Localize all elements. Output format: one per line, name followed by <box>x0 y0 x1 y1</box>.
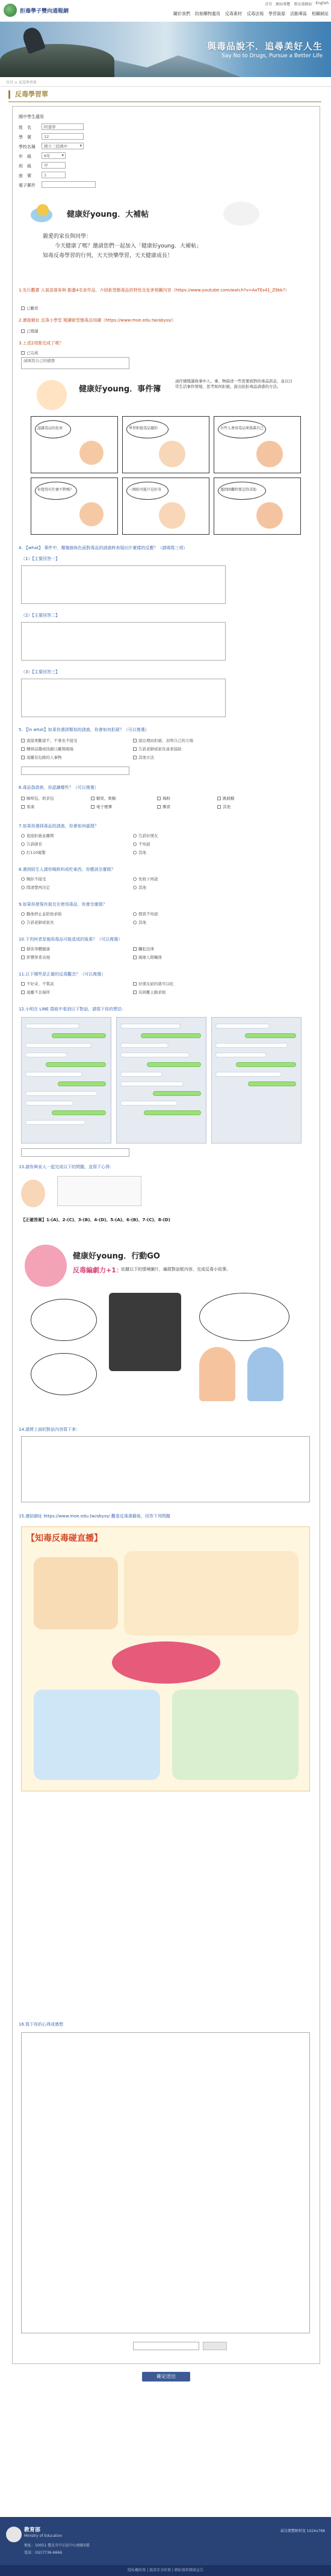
comic-panel-2: 學習拒絕毒品邀約 <box>122 416 209 473</box>
sun-icon <box>37 204 49 216</box>
checkbox[interactable] <box>21 982 25 986</box>
site-header <box>0 0 331 22</box>
chat-bubble <box>120 1053 190 1057</box>
q4-text: 4. 【what】 事件中，哪幾個角色面對毒品的誘惑時表現出什麼樣的反應？（請填寫三項） <box>19 546 188 550</box>
q5-option-1[interactable]: 直接果斷說不，不拿也不接受 <box>21 738 78 743</box>
q5-option-6[interactable]: 其他方法 <box>133 754 154 760</box>
question-card <box>57 1176 141 1206</box>
radio[interactable] <box>21 842 25 846</box>
q13-answer-key: 【正確答案】1-(A)、2-(C)、3-(B)、4-(D)、5-(A)、6-(B)、7-(C)、8-(D) <box>21 1218 170 1222</box>
q9-option-1[interactable]: 勸他停止並陪他求助 <box>21 911 62 916</box>
story3-title: 健康好young．行動GO <box>73 1252 160 1261</box>
name-field[interactable]: 阿嘉學 <box>42 123 84 130</box>
chat-bubble <box>120 1043 169 1048</box>
checkbox[interactable] <box>133 747 137 751</box>
chat-bubble <box>25 1091 97 1096</box>
q6-option-5[interactable]: 果凍 <box>21 804 34 809</box>
main-nav <box>173 11 329 17</box>
empty-speech-bubble[interactable] <box>31 1353 97 1395</box>
seat-label: 座 號 <box>19 173 31 178</box>
q5-text: 5. 【in what】如果你遇到類似的誘惑，你會如何拒絕？（可以複選） <box>19 727 149 732</box>
nav-item-resources[interactable]: 學習資源 <box>268 11 285 16</box>
story1-intro3: 知毒反毒學習的行列，天天快樂學習，天天健康成長！ <box>43 253 173 259</box>
empty-speech-bubble[interactable] <box>31 1299 97 1341</box>
chat-bubble <box>153 1091 201 1096</box>
q8-option-2[interactable]: 問清楚再決定 <box>21 885 50 890</box>
school-select[interactable]: 國立三民國中 ▾ <box>42 143 84 149</box>
radio[interactable] <box>133 851 137 854</box>
q4-sub-2: （2）【主要回答二】 <box>21 613 60 618</box>
q6-option-7[interactable]: 郵票 <box>157 804 170 809</box>
checkbox[interactable] <box>91 797 94 800</box>
q5-option-2[interactable]: 說出理由拒絕，表明自己的立場 <box>133 738 193 743</box>
class-field[interactable]: 甲 <box>42 162 66 169</box>
q7-option-1[interactable]: 直接拒絕並離開 <box>21 833 54 838</box>
q4-sub-3: （3）【主要回答三】 <box>21 670 60 674</box>
poster-image <box>21 1526 310 1791</box>
q5-other-input[interactable] <box>21 767 129 775</box>
q6-option-4[interactable]: 跳跳糖 <box>217 795 235 801</box>
checkbox[interactable] <box>217 805 221 809</box>
footer-phone: 電話：(02)7736-6666 <box>24 2551 63 2555</box>
q3-text: 3.上述2項都完成了嗎？ <box>19 341 64 346</box>
q7-option-5[interactable]: 不知道 <box>133 841 150 847</box>
q7-option-6[interactable]: 其他 <box>133 850 146 855</box>
chat-screenshot-2 <box>116 1017 206 1143</box>
q7-option-4[interactable]: 告訴好朋友 <box>133 833 158 838</box>
checkbox[interactable] <box>21 805 25 809</box>
top-link-moe[interactable]: 教育部網站 <box>294 2 312 7</box>
name-label: 姓 名 <box>19 125 31 130</box>
page-title-bar <box>8 90 321 102</box>
email-label: 電子郵件 <box>19 183 36 188</box>
q6-text: 6.毒品偽裝術，你認識哪些？（可以複選） <box>19 785 99 790</box>
grade-label: 年 級 <box>19 154 31 159</box>
q6-option-1[interactable]: 咖啡包、奶茶包 <box>21 795 54 801</box>
kid-figure <box>79 502 104 526</box>
checkbox[interactable] <box>21 756 25 759</box>
chat-bubble <box>25 1053 67 1057</box>
q9-text: 9.如果你發現有朋友在使用毒品，你會怎麼做？ <box>19 902 107 907</box>
q8-option-4[interactable]: 其他 <box>133 885 146 890</box>
comic-panel-6: 遇到困難時要記得求助 <box>214 478 301 535</box>
story3-desc: 依據以下的情境圖片，編寫對話框內容，完成反毒小故事。 <box>121 1267 230 1272</box>
moe-logo-icon <box>6 2527 22 2542</box>
q5-option-3[interactable]: 轉移話題或找藉口離開現場 <box>21 746 73 751</box>
radio[interactable] <box>21 886 25 889</box>
nav-item-prevention[interactable]: 防制藥物濫用 <box>195 11 220 16</box>
kid-figure <box>256 502 283 529</box>
story1-mascot <box>223 202 259 226</box>
site-name: 拒毒學子雙向通報網 <box>20 8 69 14</box>
page-title: 反毒學習單 <box>8 90 321 99</box>
poster-panel <box>172 1690 299 1780</box>
hero-banner <box>0 22 331 77</box>
checkbox[interactable] <box>21 351 25 355</box>
radio[interactable] <box>21 921 25 924</box>
q8-option-1[interactable]: 婉拒不接受 <box>21 876 46 882</box>
q6-option-8[interactable]: 其他 <box>217 804 230 809</box>
q10-option-1[interactable]: 損害身體健康 <box>21 946 50 951</box>
q16-text: 16.寫下你的心得或感想 <box>19 2022 64 2027</box>
checkbox[interactable] <box>21 329 25 333</box>
top-link-sitemap[interactable]: 網站導覽 <box>276 2 291 7</box>
q4-answer-2[interactable] <box>21 622 226 661</box>
empty-speech-bubble[interactable] <box>199 1293 289 1341</box>
checkbox[interactable] <box>133 739 137 742</box>
story3-subtitle: 反毒編劇力+1： <box>73 1266 123 1274</box>
q2-option[interactable]: 已閱讀 <box>21 328 39 334</box>
checkbox[interactable] <box>21 947 25 951</box>
family-figure <box>21 1180 45 1207</box>
nav-item-about[interactable]: 關於我們 <box>173 11 190 16</box>
radio[interactable] <box>133 877 137 881</box>
q9-option-3[interactable]: 假裝不知道 <box>133 911 158 916</box>
chat-screenshot-1 <box>21 1017 111 1143</box>
radio[interactable] <box>21 851 25 854</box>
q6-option-2[interactable]: 糖果、軟糖 <box>91 795 116 801</box>
poster-panel <box>124 1551 299 1635</box>
footer-bottom-links[interactable]: 隱私權政策 | 資訊安全政策 | 網站資料開放宣告 <box>0 2565 331 2576</box>
q11-option-3[interactable]: 好朋友給的就可以吃 <box>133 981 174 986</box>
q4-sub-1: （1）【主要回答一】 <box>21 556 60 561</box>
seat-field[interactable]: 1 <box>42 172 66 178</box>
footer-org-en: Ministry of Education <box>24 2534 63 2538</box>
section-label: 國中學生適用 <box>19 114 44 119</box>
checkbox[interactable] <box>91 805 94 809</box>
radio[interactable] <box>21 877 25 881</box>
footer-resolution: 最佳瀏覽解析度 1024x768 <box>280 2529 325 2533</box>
banner-rock <box>0 44 114 77</box>
checkbox[interactable] <box>133 756 137 759</box>
q12-answer-input[interactable] <box>21 1148 129 1157</box>
story1-illustration <box>19 196 314 286</box>
story2-comic <box>19 374 314 540</box>
comic-panel-3: 有些人會用毒品來偽裝自己 <box>214 416 301 473</box>
checkbox[interactable] <box>21 956 25 959</box>
checkbox[interactable] <box>21 739 25 742</box>
story1-intro1: 親愛的家長與同學： <box>43 234 92 240</box>
top-links <box>265 1 329 7</box>
q7-option-2[interactable]: 告訴師長 <box>21 841 42 847</box>
checkbox[interactable] <box>157 797 161 800</box>
q11-option-4[interactable]: 有困難主動求助 <box>133 989 166 995</box>
q9-option-2[interactable]: 告訴老師或家長 <box>21 919 54 925</box>
q13-illustration <box>21 1174 141 1210</box>
q11-option-1[interactable]: 不好奇、不嘗試 <box>21 981 54 986</box>
kid-figure <box>247 1347 283 1401</box>
footer-address: 地址：10051 臺北市中正區中山南路5號 <box>24 2543 90 2548</box>
q1-text: 1.先行觀賞 人氣部落客與 動畫4名家作品，介紹新型態毒品的特性及危害相關內容（https://www.youtube.com/watch?v=AoTEs41_Z9bk?） <box>19 288 289 293</box>
chat-bubble <box>46 1062 106 1067</box>
chat-bubble <box>25 1043 91 1048</box>
q12-text: 12.小明在 LINE 群組中看到以下對話，請寫下你的想法： <box>19 1007 126 1012</box>
q14-answer[interactable] <box>21 1436 310 1502</box>
q11-option-2[interactable]: 遠離不良場所 <box>21 989 50 995</box>
story3-mascot <box>25 1245 67 1287</box>
poster-panel <box>34 1690 160 1780</box>
radio[interactable] <box>133 921 137 924</box>
q13-text: 13.請你與家人一起完成以下的問題，並寫下心得： <box>19 1165 114 1169</box>
checkbox[interactable] <box>133 947 137 951</box>
q4-answer-1[interactable] <box>21 565 226 604</box>
top-link-home[interactable]: 首頁 <box>265 2 273 7</box>
q6-option-6[interactable]: 電子煙彈 <box>91 804 112 809</box>
nav-item-laws[interactable]: 反毒法規 <box>247 11 264 16</box>
student-id-label: 學 號 <box>19 135 31 140</box>
story2-title: 健康好young．事件簿 <box>79 385 161 394</box>
chat-bubble <box>25 1120 85 1125</box>
poster-character <box>34 1557 118 1629</box>
comic-panel-4: 你覺得有什麼不對嗎？ <box>31 478 118 535</box>
chat-bubble <box>52 1110 106 1115</box>
chat-screenshot-3 <box>211 1017 302 1143</box>
q8-text: 8.遇到陌生人請你喝飲料或吃東西，你應該怎麼做？ <box>19 867 116 872</box>
chat-bubble <box>245 1033 296 1038</box>
story2-character <box>37 380 67 410</box>
submit-button[interactable]: 確定送出 <box>142 2372 190 2382</box>
q6-option-3[interactable]: 梅粉 <box>157 795 170 801</box>
chat-bubble <box>58 1081 106 1086</box>
class-label: 班 級 <box>19 164 31 169</box>
q10-text: 10.下列何者是施用毒品可能造成的後果？（可以複選） <box>19 937 123 942</box>
footer-org: 教育部 <box>24 2527 41 2533</box>
radio[interactable] <box>21 834 25 838</box>
q8-option-3[interactable]: 先收下再說 <box>133 876 158 882</box>
banner-subtitle: Say No to Drugs, Pursue a Better Life <box>221 53 323 59</box>
checkbox[interactable] <box>133 982 137 986</box>
story3-illustration <box>19 1239 314 1419</box>
poster-badge <box>112 1641 220 1684</box>
comic-panel-1: 認識毒品的危害 <box>31 416 118 473</box>
chat-bubble <box>25 1101 73 1106</box>
q9-option-4[interactable]: 其他 <box>133 919 146 925</box>
email-field[interactable] <box>42 181 96 188</box>
kid-figure <box>79 441 104 465</box>
chat-bubble <box>215 1053 267 1057</box>
q3-option[interactable]: 已完成 <box>21 350 39 355</box>
q2-text: 2.連接網址 反毒小學堂 閱讀新型態毒品知識（https://www.moe.edu.tw/abyss/） <box>19 318 176 323</box>
checkbox[interactable] <box>21 797 25 800</box>
student-id-field[interactable]: 12 <box>42 133 84 140</box>
q10-option-2[interactable]: 影響學業表現 <box>21 954 50 960</box>
q15-text: 15.連結網址 https://www.moe.edu.tw/abyss/ 觀看反毒書籍後，回答下列問題 <box>19 1514 170 1519</box>
chat-bubble <box>248 1081 296 1086</box>
grade-select[interactable]: 6年 ▾ <box>42 152 66 159</box>
chat-bubble <box>52 1033 106 1038</box>
checkbox[interactable] <box>133 991 137 994</box>
chat-bubble <box>120 1024 181 1028</box>
site-logo[interactable] <box>4 4 69 17</box>
top-link-english[interactable]: English <box>315 1 329 5</box>
q7-text: 7.如果你遇到毒品的誘惑，你會如何處理？ <box>19 824 99 829</box>
comic-panel-5: 一開始可能只是好奇 <box>122 478 209 535</box>
radio[interactable] <box>133 912 137 916</box>
q3-feedback-input[interactable]: 請填寫自己的感想 <box>21 357 129 369</box>
chat-bubble <box>120 1101 178 1106</box>
q14-text: 14.請將上面的對話內容寫下來： <box>19 1427 81 1432</box>
checkbox[interactable] <box>21 306 25 310</box>
q16-answer[interactable] <box>21 2032 310 2333</box>
story2-intro: 請仔細閱讀故事中人、事、物描述一些需要面對的毒品訊息，並以日常生活事件情境，思考如何拒絕，說出抗拒毒品誘惑的方法。 <box>175 379 292 389</box>
radio[interactable] <box>21 912 25 916</box>
kid-figure <box>199 1347 235 1401</box>
q10-option-3[interactable]: 觸犯法律 <box>133 946 154 951</box>
checkbox[interactable] <box>217 797 221 800</box>
banner-title: 與毒品說不．追尋美好人生 <box>206 41 323 52</box>
chat-bubble <box>25 1024 79 1028</box>
poster-title: 【知毒反毒碰直播】 <box>26 1534 102 1543</box>
q4-answer-3[interactable] <box>21 679 226 717</box>
checkbox[interactable] <box>21 991 25 994</box>
checkbox[interactable] <box>21 747 25 751</box>
captcha-input[interactable] <box>133 2342 199 2350</box>
story1-title: 健康好young．大補帖 <box>67 210 149 219</box>
kid-figure <box>159 502 185 529</box>
q5-option-4[interactable]: 告訴老師或家長尋求協助 <box>133 746 182 751</box>
captcha-image <box>203 2342 227 2350</box>
q5-option-5[interactable]: 遠離有危險的人事物 <box>21 754 62 760</box>
q1-option[interactable]: 已觀看 <box>21 305 39 311</box>
chat-bubble <box>215 1043 288 1048</box>
radio[interactable] <box>133 834 137 838</box>
story1-intro2: 今天健康了嗎？邀請您們一起加入「健康好young．大補帖」 <box>55 243 202 249</box>
checkbox[interactable] <box>157 805 161 809</box>
q10-option-4[interactable]: 破壞人際關係 <box>133 954 162 960</box>
kid-figure <box>159 441 185 467</box>
checkbox[interactable] <box>133 956 137 959</box>
site-footer <box>0 2517 331 2565</box>
radio[interactable] <box>133 842 137 846</box>
radio[interactable] <box>133 886 137 889</box>
nav-item-materials[interactable]: 反毒素材 <box>225 11 242 16</box>
nav-item-events[interactable]: 活動專區 <box>290 11 307 16</box>
chat-bubble <box>215 1024 270 1028</box>
chat-bubble <box>25 1072 82 1077</box>
chat-bubble <box>120 1081 184 1086</box>
q11-text: 11.以下哪些是正確的反毒觀念？（可以複選） <box>19 972 106 977</box>
kid-figure <box>256 441 283 467</box>
phone-scene <box>109 1293 181 1371</box>
breadcrumb[interactable]: 首頁 > 反毒學習單 <box>6 81 37 85</box>
q7-option-3[interactable]: 打110報警 <box>21 850 46 855</box>
chat-bubble <box>120 1072 162 1077</box>
nav-item-links[interactable]: 相關網站 <box>312 11 329 16</box>
chat-bubble <box>144 1110 201 1115</box>
chat-bubble <box>141 1033 201 1038</box>
school-label: 學校名稱 <box>19 145 36 149</box>
logo-icon <box>4 4 17 17</box>
chat-bubble <box>236 1062 296 1067</box>
breadcrumb-bar <box>0 77 331 87</box>
worksheet-form <box>12 106 320 2364</box>
chat-bubble <box>147 1062 201 1067</box>
chat-bubble <box>215 1072 282 1077</box>
